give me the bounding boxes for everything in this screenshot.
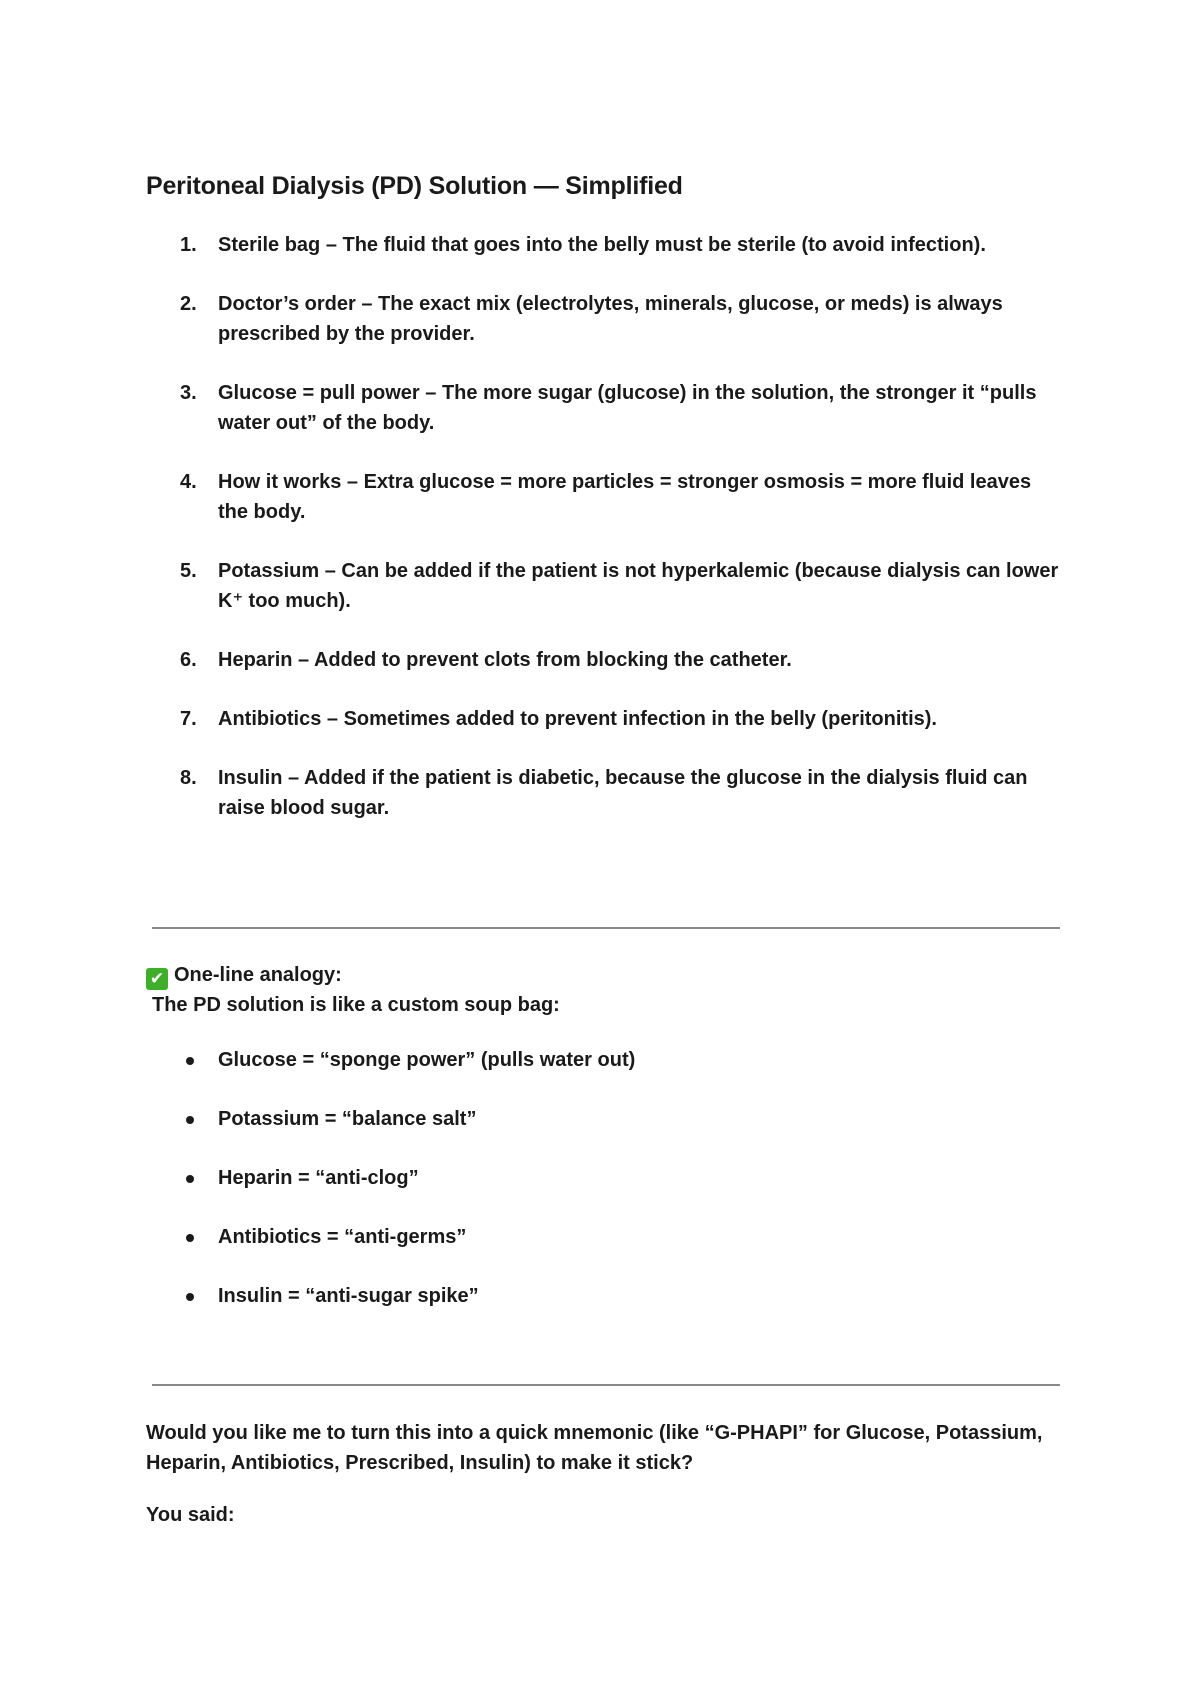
list-item: [146, 467, 1066, 527]
list-item: [146, 556, 1066, 616]
analogy-list: [146, 1045, 635, 1340]
analogy-heading: [146, 960, 342, 990]
list-item-text: Antibiotics = “anti-germs”: [218, 1226, 467, 1248]
list-number: 8.: [180, 767, 197, 789]
list-number: 6.: [180, 649, 197, 671]
list-item: [146, 1222, 635, 1252]
list-number: 4.: [180, 471, 197, 493]
list-item: [146, 704, 1066, 734]
list-item-text: Antibiotics – Sometimes added to prevent infection in the belly (peritonitis).: [218, 708, 937, 730]
list-item: [146, 1045, 635, 1075]
document-title: Peritoneal Dialysis (PD) Solution — Simplified: [146, 172, 683, 200]
bullet-icon: [186, 1116, 194, 1124]
list-item: [146, 378, 1066, 438]
bullet-icon: [186, 1293, 194, 1301]
you-said-label: You said:: [146, 1504, 235, 1526]
check-mark-icon: ✔: [146, 968, 168, 990]
list-number: 1.: [180, 234, 197, 256]
bullet-icon: [186, 1175, 194, 1183]
analogy-subheading: The PD solution is like a custom soup bag:: [152, 994, 560, 1016]
list-item-text: Glucose = “sponge power” (pulls water out): [218, 1049, 636, 1071]
list-number: 7.: [180, 708, 197, 730]
list-item: [146, 645, 1066, 675]
list-number: 5.: [180, 560, 197, 582]
list-item-text: Doctor’s order – The exact mix (electrolytes, minerals, glucose, or meds) is always prescribed by the provider.: [218, 293, 1003, 345]
list-item-text: Insulin – Added if the patient is diabetic, because the glucose in the dialysis fluid can raise blood sugar.: [218, 767, 1028, 819]
list-item: [146, 230, 1066, 260]
list-item: [146, 1281, 635, 1311]
list-item-text: Insulin = “anti-sugar spike”: [218, 1285, 479, 1307]
list-item-text: Potassium – Can be added if the patient is not hyperkalemic (because dialysis can lower K⁺ too much).: [218, 560, 1059, 612]
list-item-text: How it works – Extra glucose = more particles = stronger osmosis = more fluid leaves the body.: [218, 471, 1032, 523]
bullet-icon: [186, 1057, 194, 1065]
list-item-text: Glucose = pull power – The more sugar (glucose) in the solution, the stronger it “pulls water out” of the body.: [218, 382, 1037, 434]
divider: [152, 1384, 1060, 1386]
list-item: [146, 1104, 635, 1134]
list-item-text: Heparin = “anti-clog”: [218, 1167, 419, 1189]
bullet-icon: [186, 1234, 194, 1242]
list-item: [146, 289, 1066, 349]
follow-up-question: Would you like me to turn this into a quick mnemonic (like “G-PHAPI” for Glucose, Potassium, Heparin, Antibiotics, Prescribed, Insulin) to make it stick?: [146, 1422, 1043, 1474]
divider: [152, 927, 1060, 929]
analogy-heading-text: One-line analogy:: [174, 964, 342, 986]
list-number: 2.: [180, 293, 197, 315]
list-item: [146, 1163, 635, 1193]
list-item-text: Sterile bag – The fluid that goes into the belly must be sterile (to avoid infection).: [218, 234, 986, 256]
list-item: [146, 763, 1066, 823]
list-item-text: Potassium = “balance salt”: [218, 1108, 477, 1130]
list-item-text: Heparin – Added to prevent clots from blocking the catheter.: [218, 649, 792, 671]
list-number: 3.: [180, 382, 197, 404]
steps-list: [146, 230, 1066, 852]
